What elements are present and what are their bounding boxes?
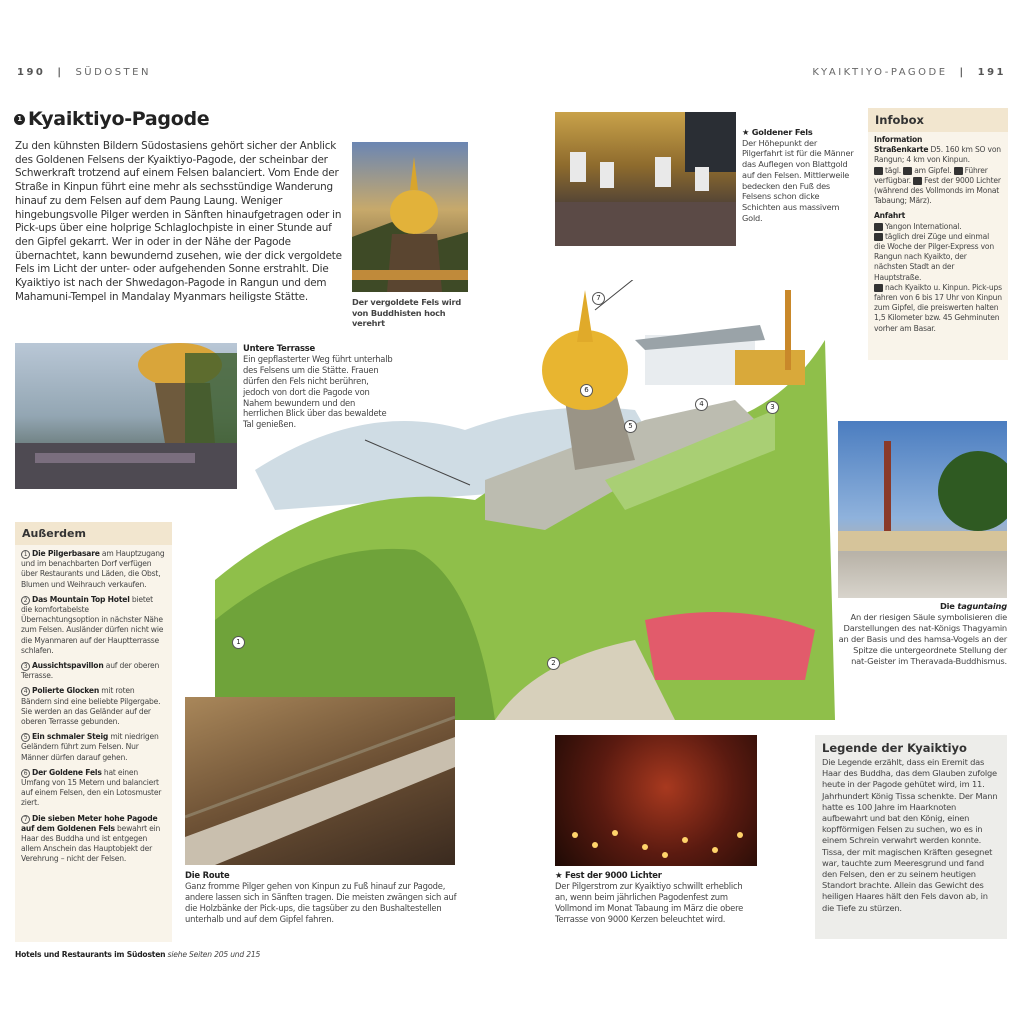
guide-icon [954, 167, 963, 175]
item-title: Die Pilgerbasare [32, 549, 100, 558]
rock-photo-caption: Der vergoldete Fels wird von Buddhisten hoch verehrt [352, 297, 462, 329]
legende-text: Die Legende erzählt, dass ein Eremit das Haar des Buddha, das dem Glauben zufolge heute in der Pagode gehütet wird, im 11. Jahrhundert König Tissa schenkte. Der Mann hatte es 100 Jahre im Haarknoten aufbewahrt und bat den König, einen kopfförmigen Felsen zu suchen, wo es in einem Schrein verwahrt werden konnte. Tissa, der mit magischen Kräften gesegnet war, tauchte zum Meeresgrund und fand den Felsen, den er zu seinem heutigen Standort brachte. Allein das Gewicht des heiligen Haares hält den Fels davon ab, in die Tiefe zu stürzen. [822, 757, 998, 913]
route-text: Ganz fromme Pilger gehen von Kinpun zu Fuß hinauf zur Pagode, andere lassen sich in Sänften tragen. Die meisten zwängen sich auf die Holzbänke der Pick-ups, die tagsüber zu den Bushaltestellen unterhalb und auf dem Gipfel fahren. [185, 881, 457, 924]
illustration-marker-7: 7 [592, 292, 605, 305]
festival-icon [913, 177, 922, 185]
title-text: Kyaiktiyo-Pagode [28, 108, 210, 130]
intro-text: Zu den kühnsten Bildern Südostasiens gehört sicher der Anblick des Goldenen Felsens der Kyaiktiyo-Pagode, der scheinbar der Schwerkraft trotzend auf einem Felsen balanciert. Vom Ende der Straße in Kinpun führt eine mehr als sechsstündige Wanderung hinauf zu dem Felsen auf dem Paung Laung. Weniger hingebungsvolle Pilger werden in Sänften hinaufgetragen oder in Pick-ups über eine holprige Schlaglochpiste in einer Stunde auf den Gipfel gekarrt. Wer in oder in der Nähe der Pagode übernachtet, kann bewundernd zusehen, wie der dick vergoldete Fels im Licht der unter- oder aufgehenden Sonne erstrahlt. Die Kyaiktiyo ist nach der Shwedagon-Pagode in Rangun und dem Mahamuni-Tempel in Mandalay Myanmars heiligste Stätte. [15, 140, 342, 303]
illustration-marker-2: 2 [547, 657, 560, 670]
item-text: bewahrt ein Haar des Buddha und ist entgegen allem Anschein das Hauptobjekt der Verehrung – nicht der Felsen. [21, 823, 161, 864]
running-head-left: 190 | SÜDOSTEN [17, 67, 151, 78]
ausserdem-item [21, 732, 166, 763]
section-name-left: SÜDOSTEN [75, 67, 151, 78]
pagoda-drawing [215, 280, 835, 720]
legende-box [815, 735, 1007, 939]
ausserdem-item [21, 686, 166, 727]
illustration-marker-4: 4 [695, 398, 708, 411]
goldener-fels-title: ★ Goldener Fels [742, 127, 813, 137]
bus-icon [874, 284, 883, 292]
item-number: 1 [21, 550, 30, 559]
infobox-title: Infobox [868, 108, 1008, 132]
item-text: bietet die komfortabelste Übernachtungsoption in nächster Nähe zum Felsen. Ausländer dürfen nicht wie die Myanmaren auf der Hauptterrasse schlafen. [21, 594, 164, 655]
ausserdem-item [21, 814, 166, 865]
terrace-illustration [15, 343, 237, 489]
item-number: 6 [21, 769, 30, 778]
candles-photo [555, 735, 757, 866]
taguntaing-text: An der riesigen Säule symbolisieren die Darstellungen des nat-Königs Thagyamin an der Basis und des hamsa-Vogels an der Spitze die untergeordnete Stellung der nat-Geister im Theravada-Buddhismus. [838, 612, 1007, 666]
food-text: am Gipfel. [914, 165, 952, 175]
legende-title: Legende der Kyaiktiyo [822, 741, 967, 755]
footer-bold: Hotels und Restaurants im Südosten [15, 950, 166, 959]
strassenkarte-label: Straßenkarte [874, 145, 929, 155]
stairs-illustration [185, 697, 455, 865]
anfahrt-heading: Anfahrt [874, 211, 906, 221]
illustration-marker-5: 5 [624, 420, 637, 433]
lower-terrace-photo [15, 343, 237, 489]
ausserdem-item [21, 549, 166, 590]
taguntaing-caption [838, 601, 1007, 667]
footer-italic: siehe Seiten 205 und 215 [165, 950, 261, 959]
item-title: Das Mountain Top Hotel [32, 594, 130, 604]
item-text: mit roten Bändern sind eine beliebte Pilgergabe. Sie werden an das Geländer auf der oberen Terrasse gebunden. [21, 686, 161, 727]
item-title: Aussichtspavillon [32, 661, 104, 671]
item-text: mit niedrigen Geländern führt zum Felsen. Nur Männer dürfen darauf gehen. [21, 732, 159, 762]
airport-text: Yangon International. [885, 221, 962, 231]
ausserdem-item [21, 768, 166, 809]
section-name-right: KYAIKTIYO-PAGODE [812, 67, 948, 78]
candles-illustration [555, 735, 757, 866]
title-number-badge: 1 [14, 114, 25, 125]
infobox [868, 108, 1008, 360]
taguntaing-photo [838, 421, 1007, 598]
festival-info-text: Fest der 9000 Lichter (während des Vollmonds im Monat Tabaung; März). [874, 175, 1001, 206]
ausserdem-item [21, 595, 166, 656]
illustration-marker-1: 1 [232, 636, 245, 649]
item-number: 5 [21, 733, 30, 742]
item-title: Polierte Glocken [32, 686, 100, 696]
restaurant-icon [903, 167, 912, 175]
bus-text: nach Kyaikto u. Kinpun. Pick-ups fahren von 6 bis 17 Uhr von Kinpun zum Gipfel, die preiswerten halten 1,5 Kilometer bzw. 45 Gehminuten vorher am Basar. [874, 282, 1002, 333]
page-number-right: 191 [977, 67, 1006, 78]
ausserdem-title: Außerdem [15, 522, 172, 545]
ausserdem-box [15, 522, 172, 942]
goldener-fels-text: Der Höhepunkt der Pilgerfahrt ist für die Männer das Auflegen von Blattgold auf den Felsen. Mittlerweile bedecken den Fuß des Felsens schon dicke Schichten aus massivem Gold. [742, 137, 854, 223]
hours-text: tägl. [885, 165, 901, 175]
running-head-right: KYAIKTIYO-PAGODE | 191 [812, 67, 1006, 78]
train-text: täglich drei Züge und einmal die Woche der Pilger-Express von Rangun nach Kyaikto, der nächsten Stadt an der Hauptstraße. [874, 231, 994, 282]
item-title: Der Goldene Fels [32, 767, 102, 777]
route-title: Die Route [185, 870, 230, 880]
pilgrims-gold-leaf-photo [555, 112, 736, 246]
item-number: 3 [21, 662, 30, 671]
illustration-marker-6: 6 [580, 384, 593, 397]
route-photo [185, 697, 455, 865]
item-title: Die sieben Meter hohe Pagode auf dem Goldenen Fels [21, 813, 158, 833]
item-number: 2 [21, 596, 30, 605]
festival-text: Der Pilgerstrom zur Kyaiktiyo schwillt erheblich an, wenn beim jährlichen Pagodenfest zum Vollmond im Monat Tabaung im März die obere Terrasse von 9000 Kerzen beleuchtet wird. [555, 881, 744, 924]
train-icon [874, 233, 883, 241]
footer-note [15, 950, 260, 961]
clock-icon [874, 167, 883, 175]
strassenkarte-text: D5. 160 km SO von Rangun; 4 km von Kinpun. [874, 145, 1001, 165]
festival-title: ★ Fest der 9000 Lichter [555, 870, 662, 880]
ausserdem-item [21, 661, 166, 681]
untere-terrasse-title: Untere Terrasse [243, 343, 316, 353]
item-title: Ein schmaler Steig [32, 732, 109, 742]
pillar-illustration [838, 421, 1007, 598]
festival-caption [555, 870, 755, 925]
untere-terrasse-text: Ein gepflasterter Weg führt unterhalb des Felsens um die Stätte. Frauen dürfen den Fels nicht berühren, jedoch von dort die Pagode von Nahem bewundern und den herrlichen Blick über das bewaldete Tal genießen. [243, 353, 393, 430]
item-text: auf der oberen Terrasse. [21, 661, 160, 681]
ausserdem-list [15, 545, 172, 874]
item-text: hat einen Umfang von 15 Metern und balanciert auf einem Felsen, den ein Lotosmuster ziert. [21, 767, 162, 808]
golden-rock-illustration [352, 142, 468, 292]
taguntaing-title-prefix: Die [939, 601, 958, 611]
illustration-marker-3: 3 [766, 401, 779, 414]
taguntaing-title-italic: taguntaing [957, 601, 1007, 611]
pilgrims-illustration [555, 112, 736, 246]
item-number: 4 [21, 687, 30, 696]
airplane-icon [874, 223, 883, 231]
pagoda-illustration [215, 280, 835, 720]
page-number-left: 190 [17, 67, 46, 78]
golden-rock-photo [352, 142, 468, 292]
route-caption [185, 870, 460, 925]
item-number: 7 [21, 815, 30, 824]
item-text: am Hauptzugang und im benachbarten Dorf verfügen über Restaurants und Läden, die Obst, Blumen und Weihrauch verkaufen. [21, 549, 165, 589]
information-heading: Information [874, 135, 923, 144]
goldener-fels-caption [742, 127, 854, 223]
guide-text: Führer verfügbar. [874, 165, 988, 185]
page-title [14, 108, 209, 130]
